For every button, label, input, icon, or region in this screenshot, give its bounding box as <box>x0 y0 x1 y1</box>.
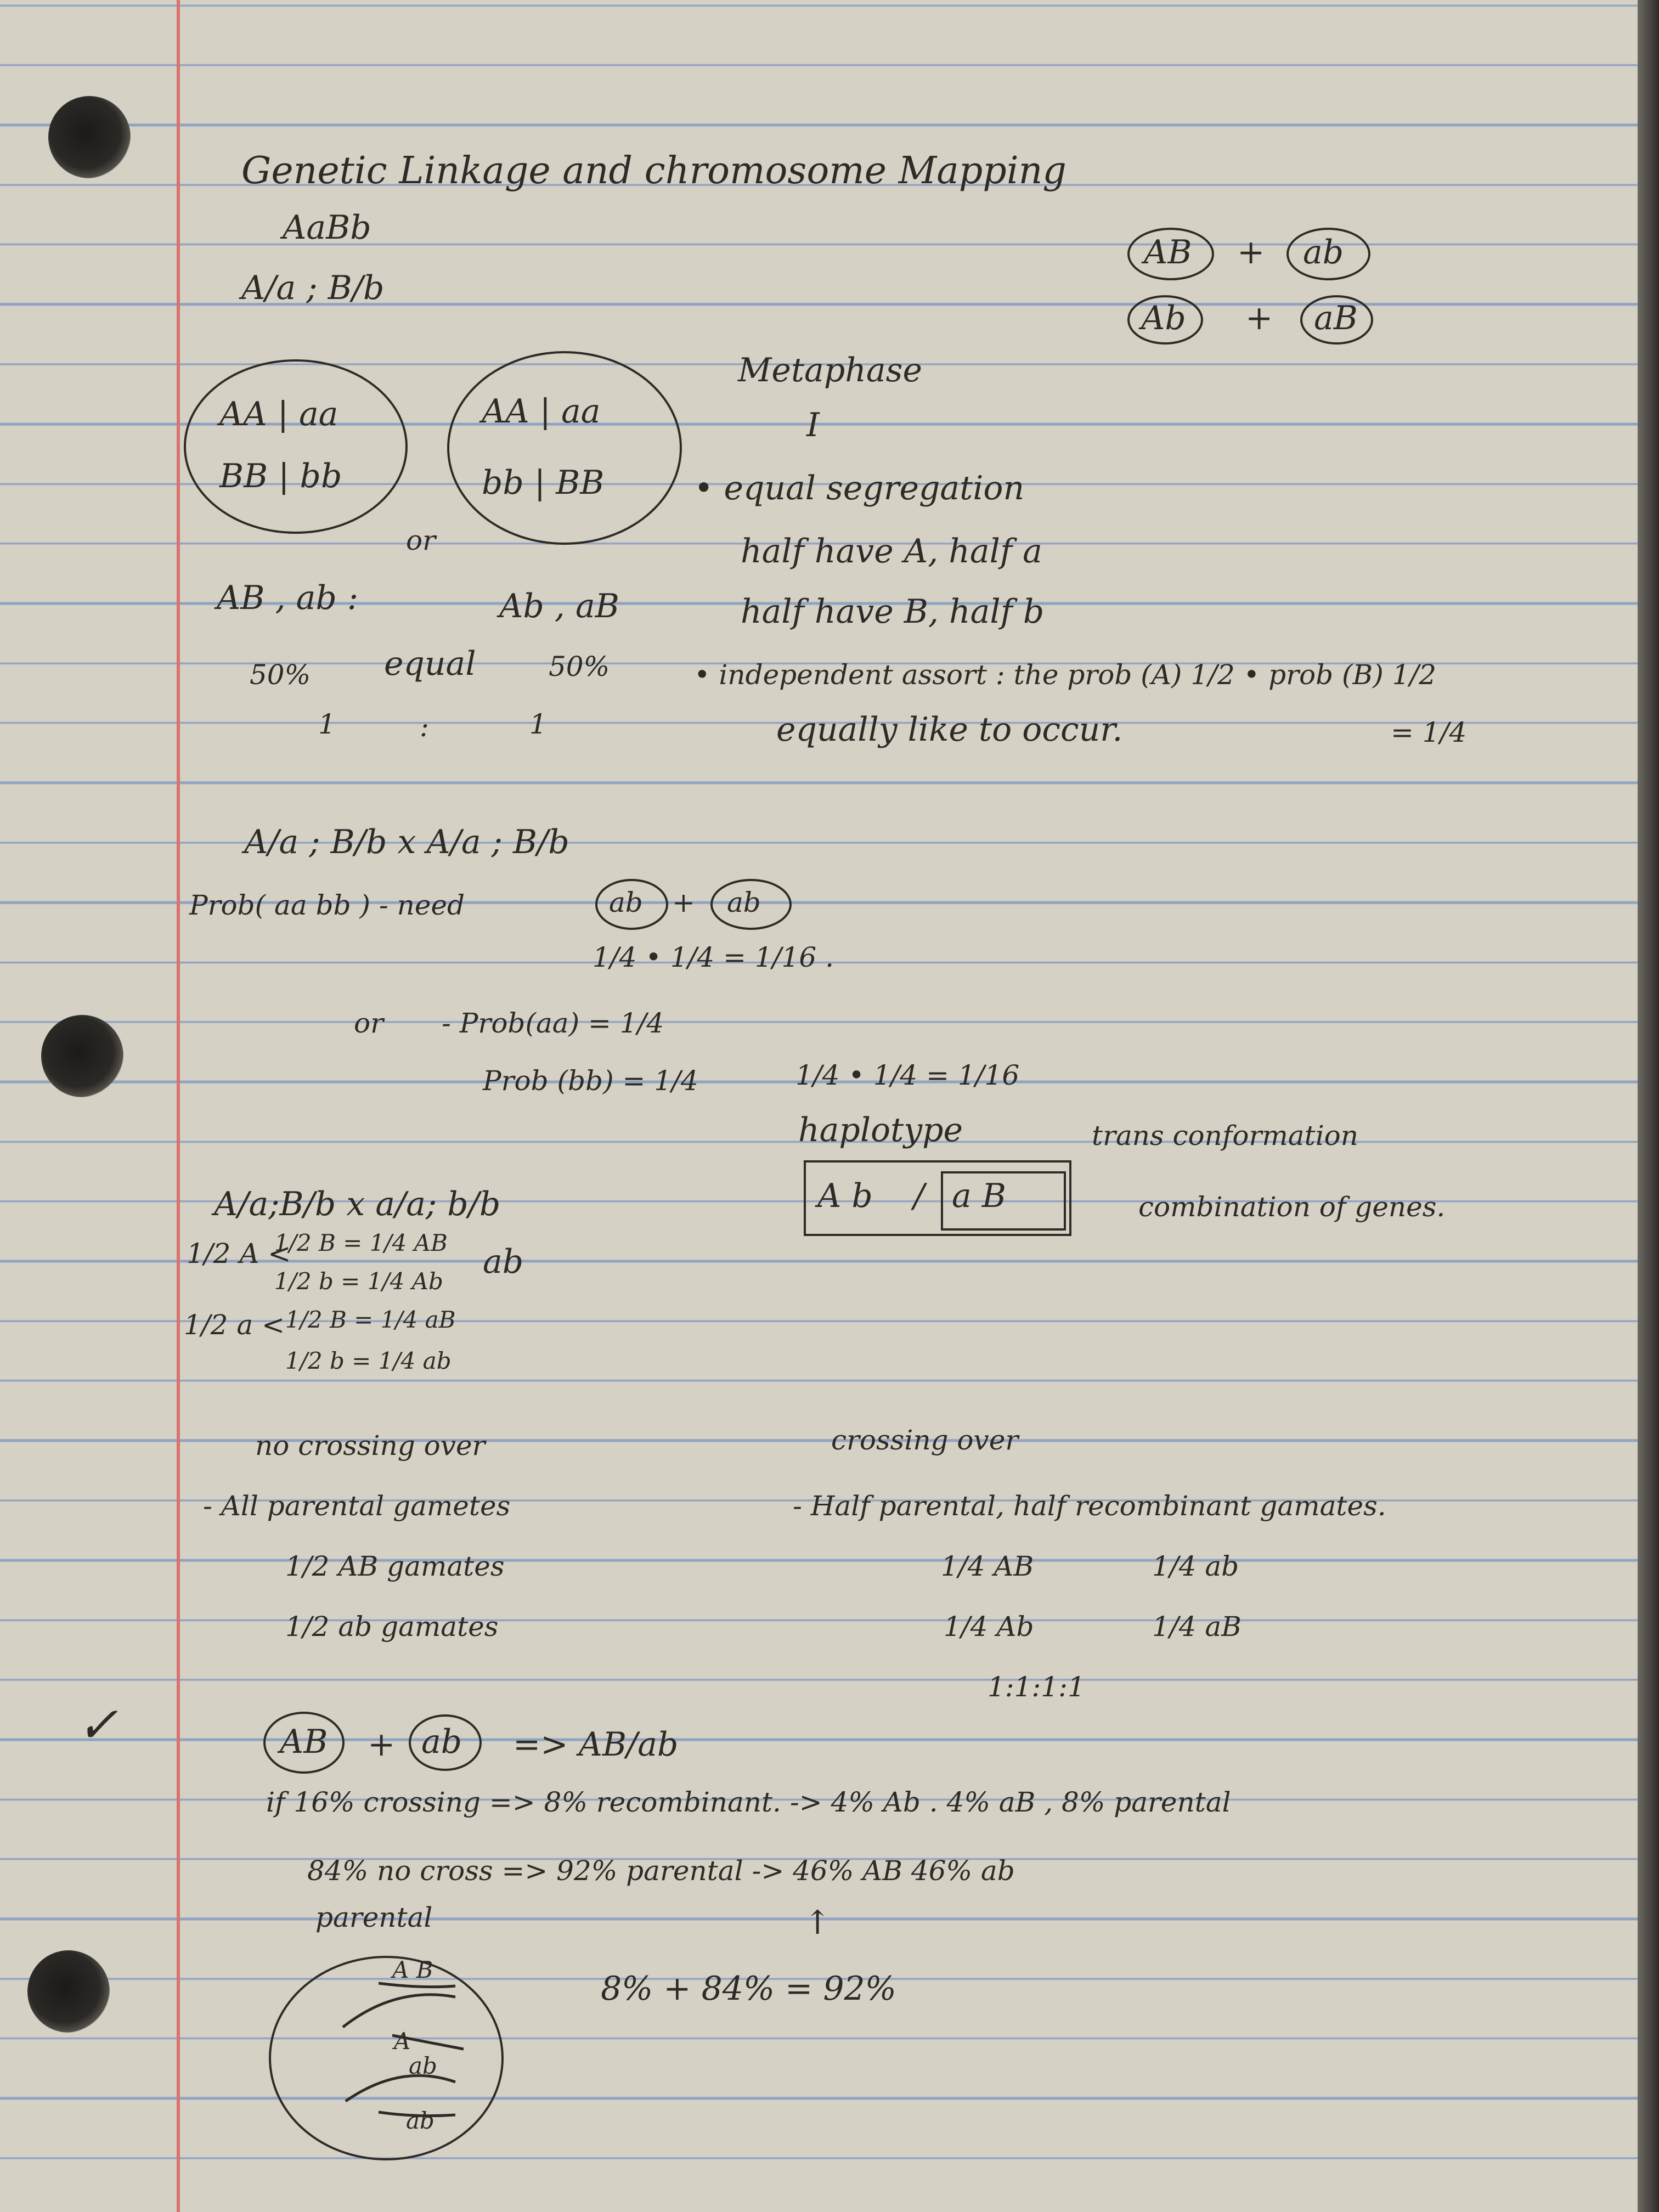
note-line: - All parental gametes <box>203 1490 511 1522</box>
note-line: ab <box>727 887 761 918</box>
note-line: AA | aa <box>482 392 601 431</box>
note-line: no crossing over <box>255 1430 486 1462</box>
note-line: 1 <box>318 708 336 740</box>
note-line: + <box>1245 299 1273 337</box>
note-line: AB <box>1144 233 1192 272</box>
note-line: 1/2 B = 1/4 aB <box>285 1306 456 1333</box>
note-line: bb | BB <box>482 464 605 502</box>
note-line: 8% + 84% = 92% <box>601 1970 896 2008</box>
note-line: a B <box>952 1177 1006 1215</box>
note-line: 50% <box>549 651 610 682</box>
note-line: 1/4 ab <box>1152 1550 1239 1582</box>
note-line: 1/2 AB gamates <box>285 1550 505 1582</box>
page-title: Genetic Linkage and chromosome Mapping <box>241 149 1066 193</box>
note-line: 1/4 • 1/4 = 1/16 <box>795 1059 1020 1091</box>
note-line: ab <box>421 1723 462 1761</box>
note-line: A/a ; B/b x A/a ; B/b <box>244 823 569 861</box>
note-line: = 1/4 <box>1391 716 1467 748</box>
note-line: ab <box>409 2052 437 2079</box>
note-line: 1/2 a < <box>184 1309 285 1341</box>
note-line: Prob (bb) = 1/4 <box>483 1065 698 1097</box>
note-line: 1 <box>529 708 547 740</box>
note-line: crossing over <box>831 1424 1019 1456</box>
note-line: • independent assort : the prob (A) 1/2 • prob (B) 1/2 <box>694 659 1437 691</box>
note-line: : <box>420 711 429 743</box>
note-line: 84% no cross => 92% parental -> 46% AB 46% ab <box>307 1855 1015 1887</box>
note-line: 1/4 aB <box>1152 1611 1242 1643</box>
note-line: Ab , aB <box>499 587 619 625</box>
note-line: Ab <box>1141 299 1186 337</box>
note-line: AB <box>280 1723 328 1761</box>
note-line: - Prob(aa) = 1/4 <box>442 1007 664 1039</box>
note-line: A/a ; B/b <box>241 269 385 307</box>
note-line: 1/2 A < <box>187 1238 291 1269</box>
note-line: trans conformation <box>1092 1120 1358 1152</box>
note-line: 1/2 B = 1/4 AB <box>274 1229 448 1256</box>
notebook-edge <box>1638 0 1659 2212</box>
note-line: A B <box>392 1956 433 1983</box>
note-line: half have B, half b <box>741 592 1045 631</box>
note-line: => AB/ab <box>513 1725 679 1764</box>
note-line: ab <box>406 2107 435 2134</box>
note-line: A <box>394 2028 411 2055</box>
note-line: parental <box>315 1901 433 1933</box>
note-line: 1/2 b = 1/4 ab <box>285 1347 452 1374</box>
note-line: AB , ab : <box>217 579 359 617</box>
note-line: ab <box>483 1243 524 1281</box>
note-line: ab <box>1303 233 1344 272</box>
note-line: equal <box>384 645 476 683</box>
note-line: haplotype <box>798 1111 963 1149</box>
note-line: I <box>806 406 820 444</box>
note-line: BB | bb <box>219 457 342 495</box>
note-line: or <box>354 1007 384 1039</box>
note-line: or <box>406 524 436 556</box>
note-line: + <box>1237 233 1265 272</box>
note-line: A/a;B/b x a/a; b/b <box>214 1185 501 1223</box>
note-line: 1/4 • 1/4 = 1/16 . <box>592 941 834 973</box>
note-line: AA | aa <box>219 395 338 433</box>
note-line: equally like to occur. <box>776 710 1123 749</box>
note-line: 1/2 b = 1/4 Ab <box>274 1268 443 1295</box>
note-line: AaBb <box>283 208 371 247</box>
note-line: 1/4 AB <box>941 1550 1034 1582</box>
note-line: ↑ <box>804 1904 832 1942</box>
note-line: ab <box>609 887 643 918</box>
note-line: aB <box>1314 299 1358 337</box>
note-line: 50% <box>250 659 311 691</box>
note-line: - Half parental, half recombinant gamates. <box>793 1490 1386 1522</box>
note-line: A b <box>817 1177 873 1215</box>
checkmark-icon: ✓ <box>77 1696 119 1754</box>
note-line: Prob( aa bb ) - need <box>189 889 465 921</box>
note-line: 1:1:1:1 <box>988 1671 1085 1703</box>
note-line: Metaphase <box>738 351 922 390</box>
note-line: / <box>913 1177 925 1215</box>
note-line: + <box>368 1725 396 1764</box>
note-line: 1/4 Ab <box>944 1611 1034 1643</box>
note-line: 1/2 ab gamates <box>285 1611 499 1643</box>
note-line: half have A, half a <box>741 532 1042 571</box>
note-line: if 16% crossing => 8% recombinant. -> 4% Ab . 4% aB , 8% parental <box>266 1786 1231 1818</box>
note-line: • equal segregation <box>694 469 1025 507</box>
note-line: + <box>672 887 695 918</box>
note-line: combination of genes. <box>1138 1191 1446 1223</box>
